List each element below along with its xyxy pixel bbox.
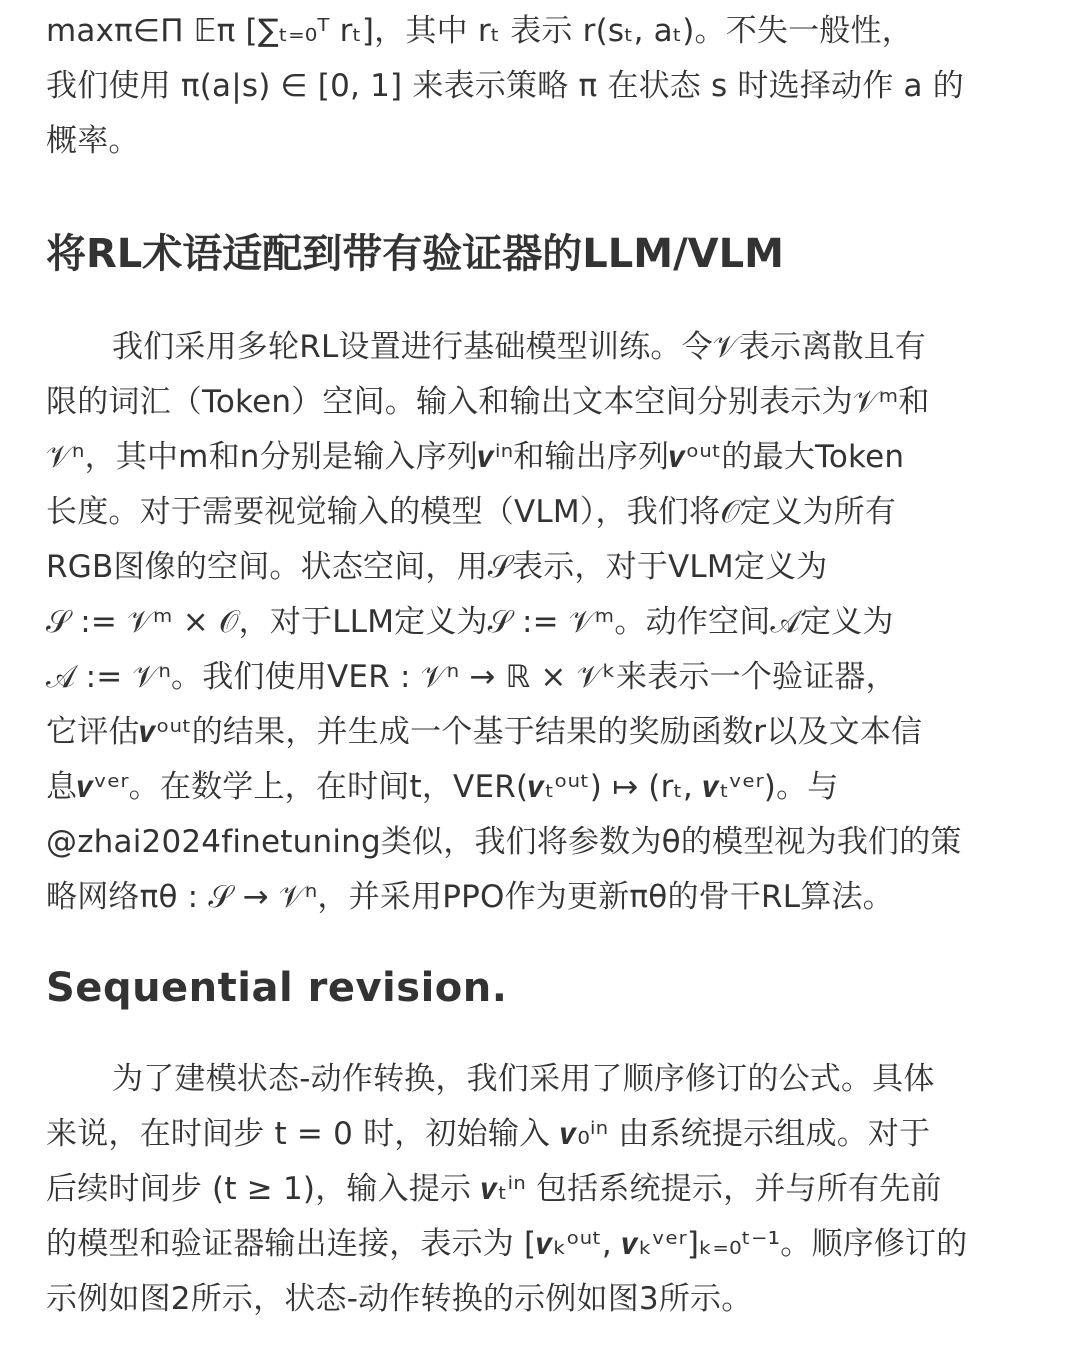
text-line: 𝒮 := 𝒱ᵐ × 𝒪，对于LLM定义为𝒮 := 𝒱ᵐ。动作空间𝒜定义为	[46, 604, 894, 640]
intro-paragraph	[46, 4, 964, 169]
text-line: 长度。对于需要视觉输入的模型（VLM），我们将𝒪定义为所有	[46, 494, 897, 530]
adapt-paragraph	[46, 320, 962, 925]
text-line: 略网络πθ : 𝒮 → 𝒱ⁿ，并采用PPO作为更新πθ的骨干RL算法。	[46, 879, 894, 915]
text-line: 来说，在时间步 t = 0 时，初始输入 𝒗₀ⁱⁿ 由系统提示组成。对于	[46, 1116, 931, 1152]
section-heading-adapt: 将RL术语适配到带有验证器的LLM/VLM	[46, 231, 784, 277]
text-line: 限的词汇（Token）空间。输入和输出文本空间分别表示为𝒱ᵐ和	[46, 384, 930, 420]
text-line: 它评估𝒗ᵒᵘᵗ的结果，并生成一个基于结果的奖励函数r以及文本信	[46, 714, 923, 750]
text-line: 后续时间步 (t ≥ 1)，输入提示 𝒗ₜⁱⁿ 包括系统提示，并与所有先前	[46, 1171, 942, 1207]
sequential-revision-paragraph	[46, 1052, 967, 1327]
text-line: 我们使用 π(a|s) ∈ [0, 1] 来表示策略 π 在状态 s 时选择动作 a 的	[46, 68, 964, 104]
text-line: 的模型和验证器输出连接，表示为 [𝒗ₖᵒᵘᵗ, 𝒗ₖᵛᵉʳ]ₖ₌₀ᵗ⁻¹。顺序修订的	[46, 1226, 968, 1262]
text-line: 概率。	[46, 123, 140, 159]
text-line: 息𝒗ᵛᵉʳ。在数学上，在时间t，VER(𝒗ₜᵒᵘᵗ) ↦ (rₜ, 𝒗ₜᵛᵉʳ)。与	[46, 769, 839, 805]
section-heading-sequential-revision: Sequential revision.	[46, 965, 508, 1011]
text-line: maxπ∈Π 𝔼π [∑ₜ₌₀ᵀ rₜ]，其中 rₜ 表示 r(sₜ, aₜ)。不失一般性，	[46, 13, 913, 49]
text-line: 为了建模状态-动作转换，我们采用了顺序修订的公式。具体	[112, 1061, 935, 1097]
text-line: @zhai2024finetuning类似，我们将参数为θ的模型视为我们的策	[46, 824, 962, 860]
text-line: 我们采用多轮RL设置进行基础模型训练。令𝒱表示离散且有	[112, 329, 927, 365]
text-line: RGB图像的空间。状态空间，用𝒮表示，对于VLM定义为	[46, 549, 828, 585]
text-line: 𝒱ⁿ，其中m和n分别是输入序列𝒗ⁱⁿ和输出序列𝒗ᵒᵘᵗ的最大Token	[46, 439, 905, 475]
text-line: 𝒜 := 𝒱ⁿ。我们使用VER : 𝒱ⁿ → ℝ × 𝒱ᵏ来表示一个验证器，	[46, 659, 897, 695]
text-line: 示例如图2所示，状态-动作转换的示例如图3所示。	[46, 1281, 753, 1317]
